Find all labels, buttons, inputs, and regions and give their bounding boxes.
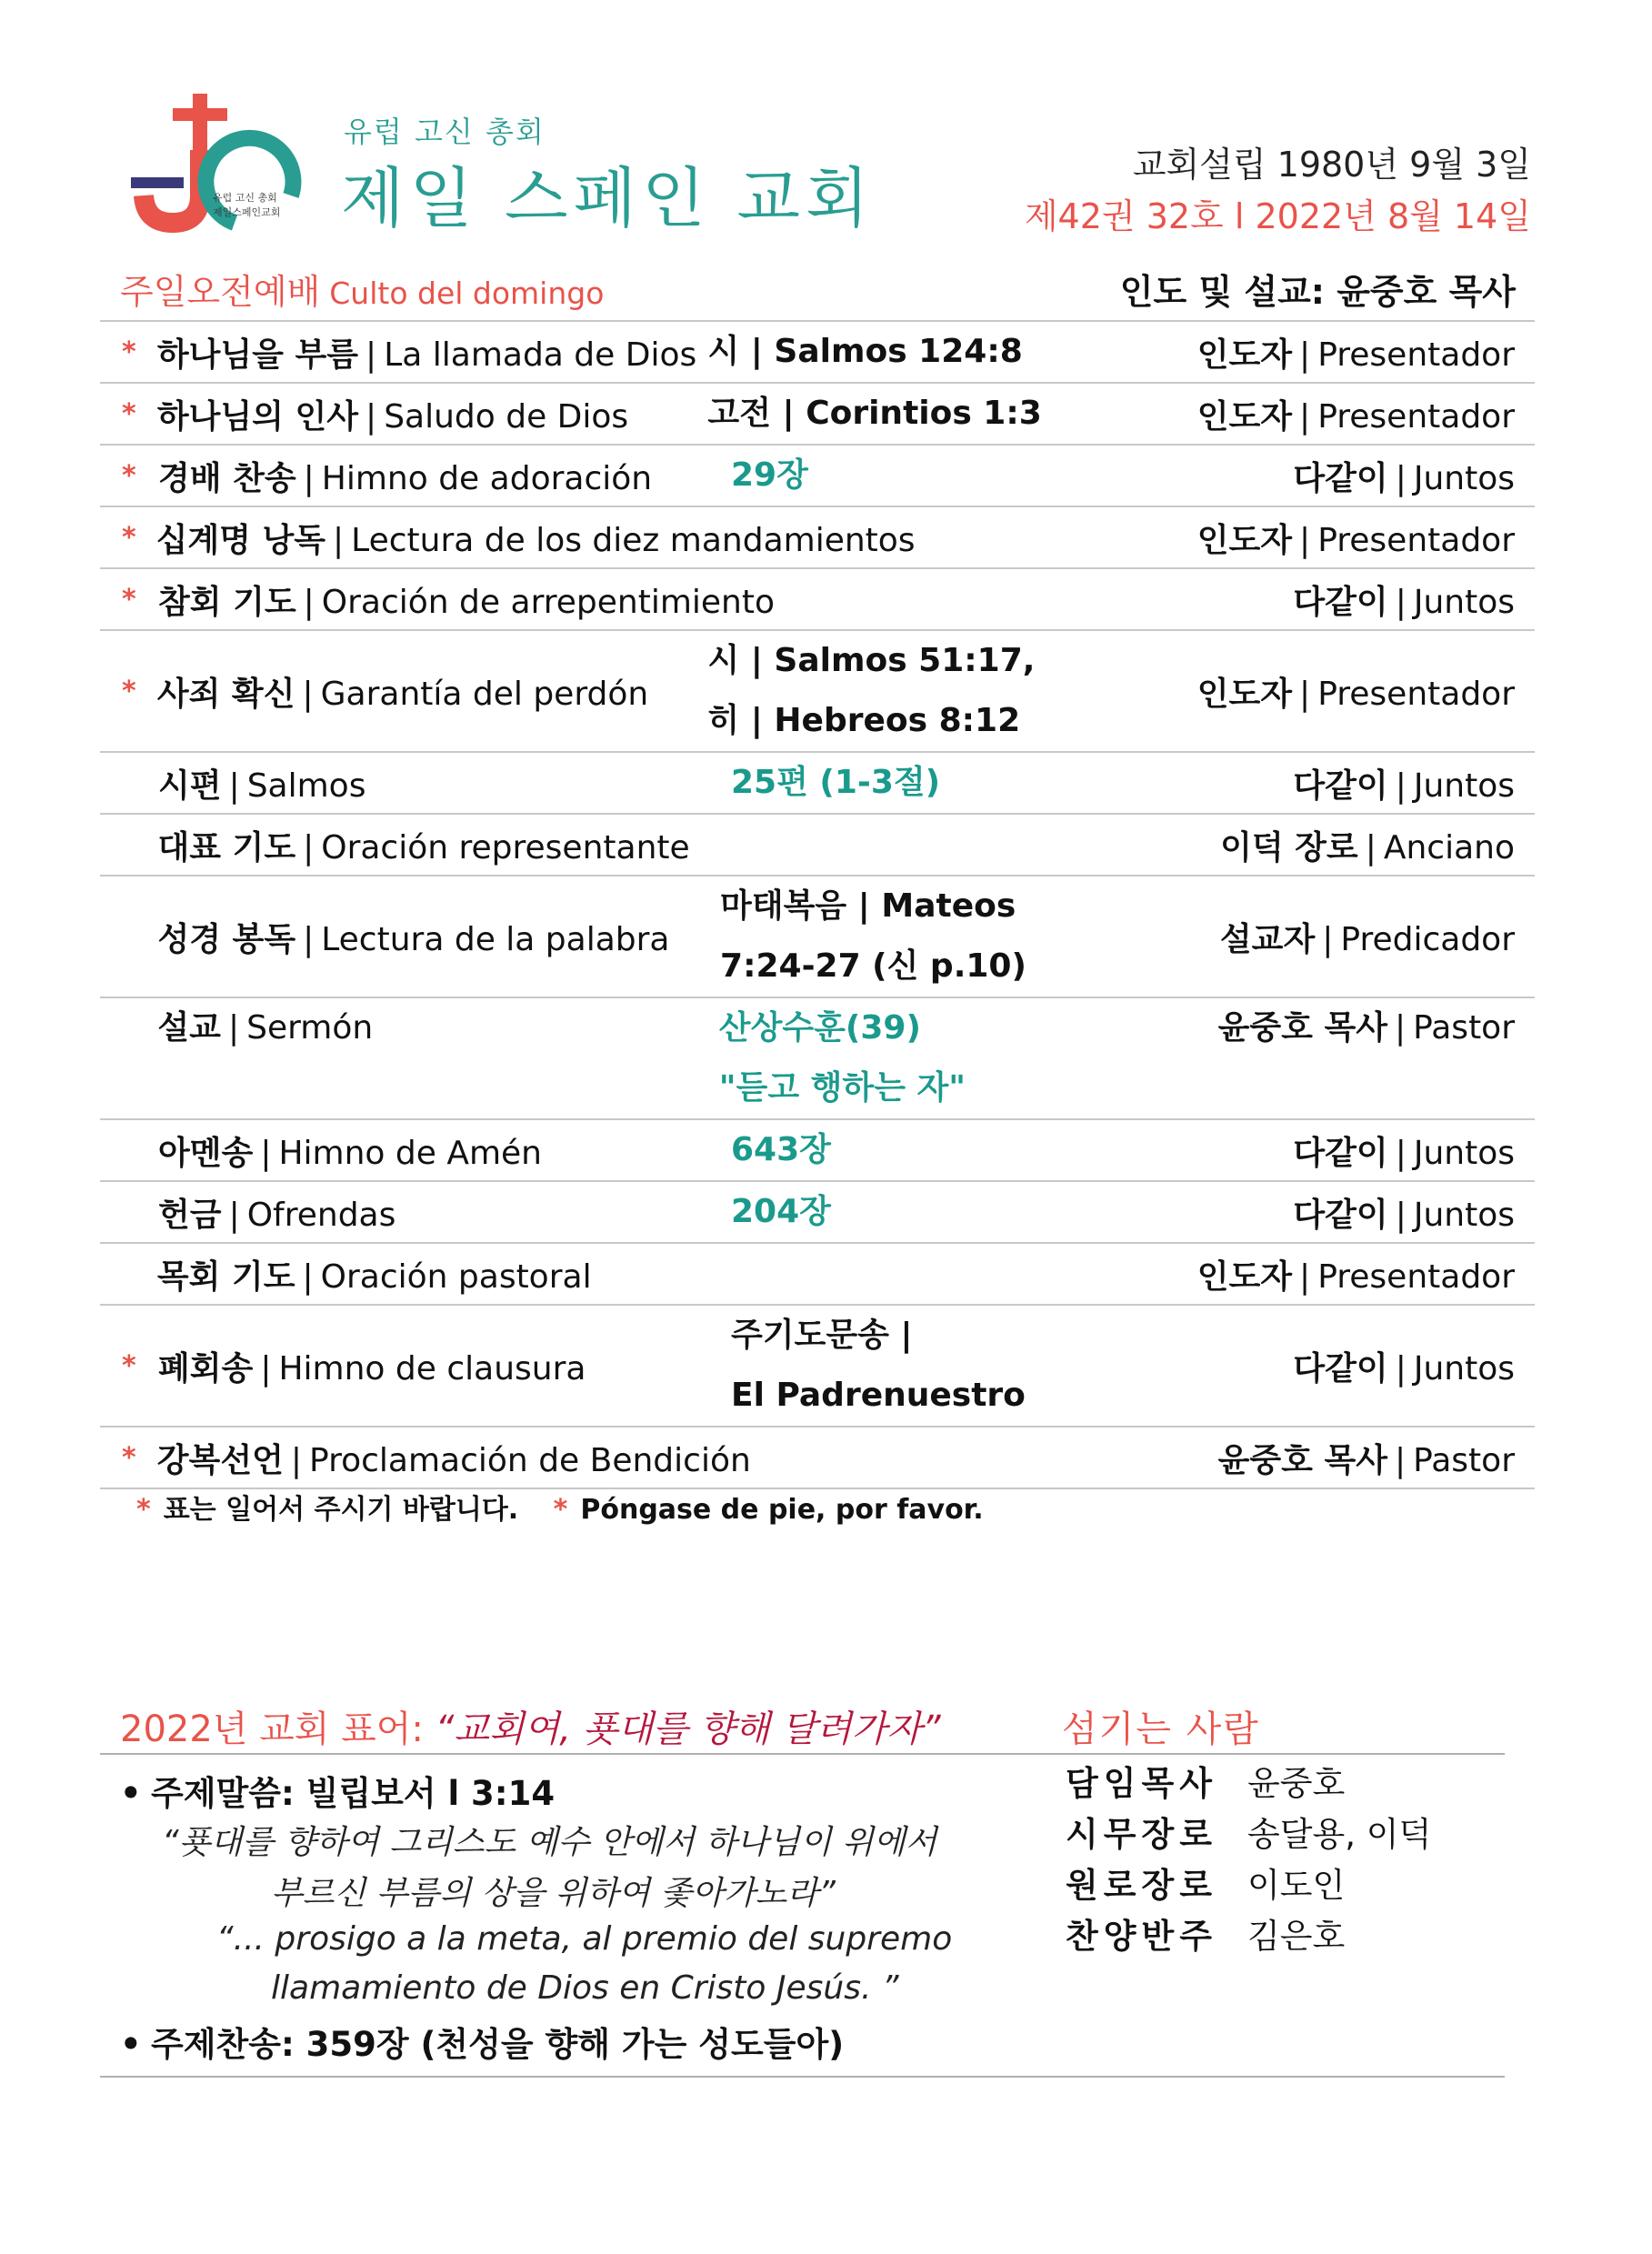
org-name: 유럽 고신 총회: [344, 115, 546, 149]
service-item-es: Oración de arrepentimiento: [321, 583, 775, 621]
role-es: Presentador: [1317, 397, 1515, 436]
service-item-role: [1218, 998, 1535, 1058]
standing-footnote: [136, 1487, 984, 1527]
reference-line: 643장: [731, 1131, 831, 1168]
service-item-es: Himno de adoración: [321, 459, 653, 497]
role-ko: 인도자: [1196, 397, 1293, 436]
separator: |: [302, 1257, 314, 1296]
separator: |: [1395, 459, 1407, 497]
separator: |: [260, 1349, 272, 1387]
service-item-es: Ofrendas: [246, 1196, 396, 1234]
service-item-ko: 헌금: [158, 1196, 222, 1234]
worship-title-es: Culto del domingo: [329, 275, 605, 311]
star-marker: *: [122, 1349, 136, 1382]
role-es: Presentador: [1317, 521, 1515, 559]
issue-info: 제42권 32호 l 2022년 8월 14일: [1024, 196, 1531, 236]
service-item: [100, 815, 1535, 877]
server-row: [1066, 1908, 1431, 1958]
service-item: [100, 320, 1535, 384]
footnote-ko: 표는 일어서 주시기 바랍니다.: [163, 1494, 519, 1526]
service-item-es: Oración pastoral: [320, 1257, 592, 1296]
founded-date: 교회설립 1980년 9월 3일: [1132, 145, 1531, 185]
reference-line: 25편 (1-3절): [731, 764, 941, 801]
server-row: [1066, 1806, 1431, 1857]
separator: |: [260, 1134, 272, 1172]
role-ko: 다같이: [1293, 766, 1388, 805]
server-row: [1066, 1857, 1431, 1908]
service-item-role: [1197, 668, 1535, 715]
service-item-es: Saludo de Dios: [384, 397, 629, 436]
service-item-name: [147, 515, 916, 561]
service-item-es: Sermón: [246, 1009, 374, 1047]
service-item: [100, 569, 1535, 631]
service-item-es: Himno de clausura: [278, 1349, 586, 1387]
role-ko: 다같이: [1293, 459, 1388, 497]
theme-hymn-label: 주제찬송: 359장 (천성을 향해 가는 성도들아): [151, 2025, 845, 2064]
role-ko: 다같이: [1293, 583, 1388, 621]
separator: |: [303, 459, 315, 497]
separator: |: [333, 521, 345, 559]
service-item-role: [1240, 1127, 1535, 1174]
star-marker: *: [122, 336, 136, 368]
server-row: [1066, 1755, 1431, 1806]
separator: |: [1365, 828, 1377, 867]
separator: |: [303, 920, 315, 958]
theme-verse-ko-1: “푯대를 향하여 그리스도 예수 안에서 하나님이 위에서: [162, 1824, 937, 1861]
separator: |: [365, 397, 377, 436]
service-item-role: [1240, 1343, 1535, 1389]
role-es: Juntos: [1413, 766, 1515, 805]
service-item-name: [149, 1343, 731, 1389]
service-item-name: [149, 453, 731, 499]
separator: |: [1299, 336, 1311, 374]
service-item-es: Oración representante: [321, 828, 690, 867]
service-item: [100, 631, 1535, 753]
theme-verse-es-2: llamamiento de Dios en Cristo Jesús. ”: [271, 1969, 899, 2007]
service-item: [100, 446, 1535, 507]
reference-line: 마태복음 | Mateos: [720, 887, 1016, 925]
role-es: Juntos: [1413, 1196, 1515, 1234]
service-item-ko: 목회 기도: [156, 1257, 295, 1296]
role-es: Presentador: [1317, 675, 1515, 713]
service-item-ko: 하나님을 부름: [156, 336, 359, 374]
service-item-reference: [731, 753, 1240, 813]
role-ko: 인도자: [1196, 521, 1293, 559]
star-marker: *: [122, 521, 136, 554]
service-item: [100, 1306, 1535, 1428]
service-item: [100, 1244, 1535, 1306]
service-item-role: [1220, 914, 1535, 960]
service-item-reference: [719, 998, 1218, 1118]
order-of-service: [100, 320, 1535, 1489]
service-item: [100, 998, 1535, 1120]
separator: |: [1395, 1134, 1407, 1172]
service-item-role: [1197, 329, 1535, 376]
reference-line: 7:24-27 (신 p.10): [720, 947, 1026, 985]
role-es: Juntos: [1413, 1349, 1515, 1387]
server-role: 찬양반주: [1066, 1917, 1217, 1956]
role-ko: 인도자: [1196, 675, 1293, 713]
separator: |: [290, 1441, 303, 1479]
service-item-name: [148, 391, 708, 437]
service-item: [100, 1182, 1535, 1244]
service-item-name: [148, 822, 720, 868]
service-item-role: [1197, 391, 1535, 437]
service-item-ko: 성경 봉독: [157, 920, 296, 958]
reference-line: 29장: [731, 456, 808, 494]
service-item-ko: 폐회송: [158, 1349, 254, 1387]
star-marker: *: [136, 1494, 151, 1526]
service-item-ko: 설교: [157, 1009, 221, 1047]
footnote-es: Póngase de pie, por favor.: [580, 1494, 984, 1526]
service-item-name: [148, 668, 708, 715]
star-marker: *: [122, 675, 136, 707]
service-item-ko: 아멘송: [158, 1134, 254, 1172]
service-item-ko: 강복선언: [156, 1441, 284, 1479]
logo-text-1: 유럽 고신 총회: [213, 192, 277, 204]
service-item-reference: [731, 1306, 1240, 1426]
reference-line: 시 | Salmos 124:8: [707, 333, 1023, 370]
motto-label: 2022년 교회 표어:: [120, 1708, 436, 1750]
service-item-reference: [707, 384, 1196, 444]
theme-verse-label: 주제말씀: 빌립보서 l 3:14: [151, 1774, 556, 1813]
theme-hymn: • 주제찬송: 359장 (천성을 향해 가는 성도들아): [120, 2025, 845, 2064]
service-item-role: [1240, 453, 1535, 499]
service-item-ko: 참회 기도: [158, 583, 296, 621]
service-item-name: [149, 760, 731, 806]
role-ko: 이덕 장로: [1220, 828, 1358, 867]
separator: |: [1299, 675, 1311, 713]
service-item-es: Lectura de los diez mandamientos: [351, 521, 916, 559]
separator: |: [1395, 1009, 1407, 1047]
worship-title-ko: 주일오전예배: [120, 272, 321, 312]
service-item-role: [1197, 1251, 1535, 1297]
church-motto: [120, 1700, 941, 1752]
reference-line: 히 | Hebreos 8:12: [707, 702, 1021, 739]
server-name: 송달용, 이덕: [1247, 1815, 1432, 1854]
separator: |: [1299, 397, 1311, 436]
server-role: 원로장로: [1066, 1866, 1217, 1905]
service-item-reference: [731, 446, 1240, 506]
theme-verse-es-1: “... prosigo a la meta, al premio del supremo: [216, 1920, 953, 1958]
role-ko: 인도자: [1196, 1257, 1293, 1296]
service-item-reference: [707, 322, 1196, 382]
reference-line: 204장: [731, 1193, 831, 1230]
service-item-name: [149, 1189, 731, 1236]
separator: |: [1395, 1349, 1407, 1387]
server-name: 김은호: [1247, 1917, 1346, 1956]
service-item-role: [1240, 760, 1535, 806]
separator: |: [1299, 521, 1311, 559]
separator: |: [1395, 583, 1407, 621]
service-item-reference: [707, 631, 1196, 751]
separator: |: [1395, 1196, 1407, 1234]
role-es: Juntos: [1413, 1134, 1515, 1172]
role-es: Predicador: [1340, 920, 1515, 958]
service-item: [100, 384, 1535, 446]
separator: |: [1322, 920, 1334, 958]
service-item-role: [1220, 822, 1535, 868]
separator: |: [1299, 1257, 1311, 1296]
service-item-reference: [731, 1120, 1240, 1180]
separator: |: [1395, 1441, 1407, 1479]
star-marker: *: [122, 459, 136, 492]
role-ko: 설교자: [1219, 920, 1316, 958]
separator: |: [228, 1196, 240, 1234]
server-name: 이도인: [1247, 1866, 1346, 1905]
reference-line: "듣고 행하는 자": [718, 1069, 966, 1107]
role-es: Anciano: [1383, 828, 1515, 867]
role-ko: 다같이: [1293, 1134, 1388, 1172]
service-item-role: [1240, 576, 1535, 623]
divider: [100, 2076, 1505, 2078]
role-es: Juntos: [1413, 583, 1515, 621]
role-es: Pastor: [1413, 1441, 1515, 1479]
reference-line: 주기도문송 |: [731, 1317, 913, 1354]
service-item-name: [148, 1251, 708, 1297]
worship-title: [120, 264, 604, 314]
service-item: [100, 1120, 1535, 1182]
church-logo: [118, 86, 309, 245]
service-item: [100, 1428, 1535, 1489]
service-item-es: Himno de Amén: [278, 1134, 542, 1172]
service-item-name: [149, 576, 775, 623]
service-item-ko: 대표 기도: [157, 828, 296, 867]
service-item-es: Garantía del perdón: [320, 675, 649, 713]
star-marker: *: [122, 397, 136, 430]
reference-line: 시 | Salmos 51:17,: [707, 642, 1036, 679]
star-marker: *: [122, 1441, 136, 1474]
service-item-name: [149, 1127, 731, 1174]
role-es: Juntos: [1413, 459, 1515, 497]
server-role: 담임목사: [1066, 1764, 1217, 1803]
church-name: 제일 스페인 교회: [341, 160, 875, 236]
reference-line: 산상수훈(39): [718, 1009, 921, 1047]
servers-list: [1066, 1755, 1431, 1958]
service-item: [100, 507, 1535, 569]
role-ko: 윤중호 목사: [1217, 1009, 1388, 1047]
service-item-role: [1218, 1435, 1535, 1481]
separator: |: [303, 828, 315, 867]
service-item-name: [148, 998, 718, 1058]
reference-line: 고전 | Corintios 1:3: [707, 395, 1042, 432]
service-item: [100, 877, 1535, 998]
service-item-reference: [720, 877, 1220, 997]
service-item-reference: [731, 1182, 1240, 1242]
separator: |: [365, 336, 377, 374]
servers-title: 섬기는 사람: [1062, 1708, 1260, 1750]
role-ko: 다같이: [1293, 1196, 1388, 1234]
service-item-role: [1197, 515, 1535, 561]
star-marker: *: [553, 1494, 568, 1526]
service-item-ko: 경배 찬송: [158, 459, 296, 497]
server-role: 시무장로: [1066, 1815, 1217, 1854]
service-item-name: [148, 329, 708, 376]
separator: |: [302, 675, 314, 713]
service-item-es: Lectura de la palabra: [321, 920, 670, 958]
service-item: [100, 753, 1535, 815]
separator: |: [228, 766, 240, 805]
service-item-es: Proclamación de Bendición: [309, 1441, 751, 1479]
service-item-name: [148, 1435, 751, 1481]
motto-quote: “교회여, 푯대를 향해 달려가자”: [435, 1708, 941, 1750]
separator: |: [227, 1009, 240, 1047]
role-ko: 윤중호 목사: [1217, 1441, 1387, 1479]
star-marker: *: [122, 583, 136, 616]
role-es: Presentador: [1317, 336, 1515, 374]
reference-line: El Padrenuestro: [731, 1377, 1026, 1414]
role-ko: 다같이: [1293, 1349, 1388, 1387]
theme-verse-ko-2: 부르신 부름의 상을 위하여 좇아가노라”: [271, 1875, 836, 1912]
service-item-ko: 사죄 확신: [156, 675, 295, 713]
logo-text-2: 제일스페인교회: [213, 206, 281, 218]
worship-leader: 인도 및 설교: 윤중호 목사: [1119, 272, 1516, 312]
theme-verse: • 주제말씀: 빌립보서 l 3:14: [120, 1774, 556, 1813]
role-es: Presentador: [1317, 1257, 1515, 1296]
service-item-ko: 십계명 낭독: [155, 521, 326, 559]
service-item-es: Salmos: [246, 766, 366, 805]
service-item-role: [1240, 1189, 1535, 1236]
separator: |: [1395, 766, 1407, 805]
service-item-name: [148, 914, 720, 960]
role-es: Pastor: [1413, 1009, 1516, 1047]
service-item-ko: 하나님의 인사: [156, 397, 359, 436]
role-ko: 인도자: [1196, 336, 1293, 374]
service-item-es: La llamada de Dios: [384, 336, 697, 374]
service-item-ko: 시편: [158, 766, 222, 805]
server-name: 윤중호: [1247, 1764, 1346, 1803]
separator: |: [303, 583, 315, 621]
